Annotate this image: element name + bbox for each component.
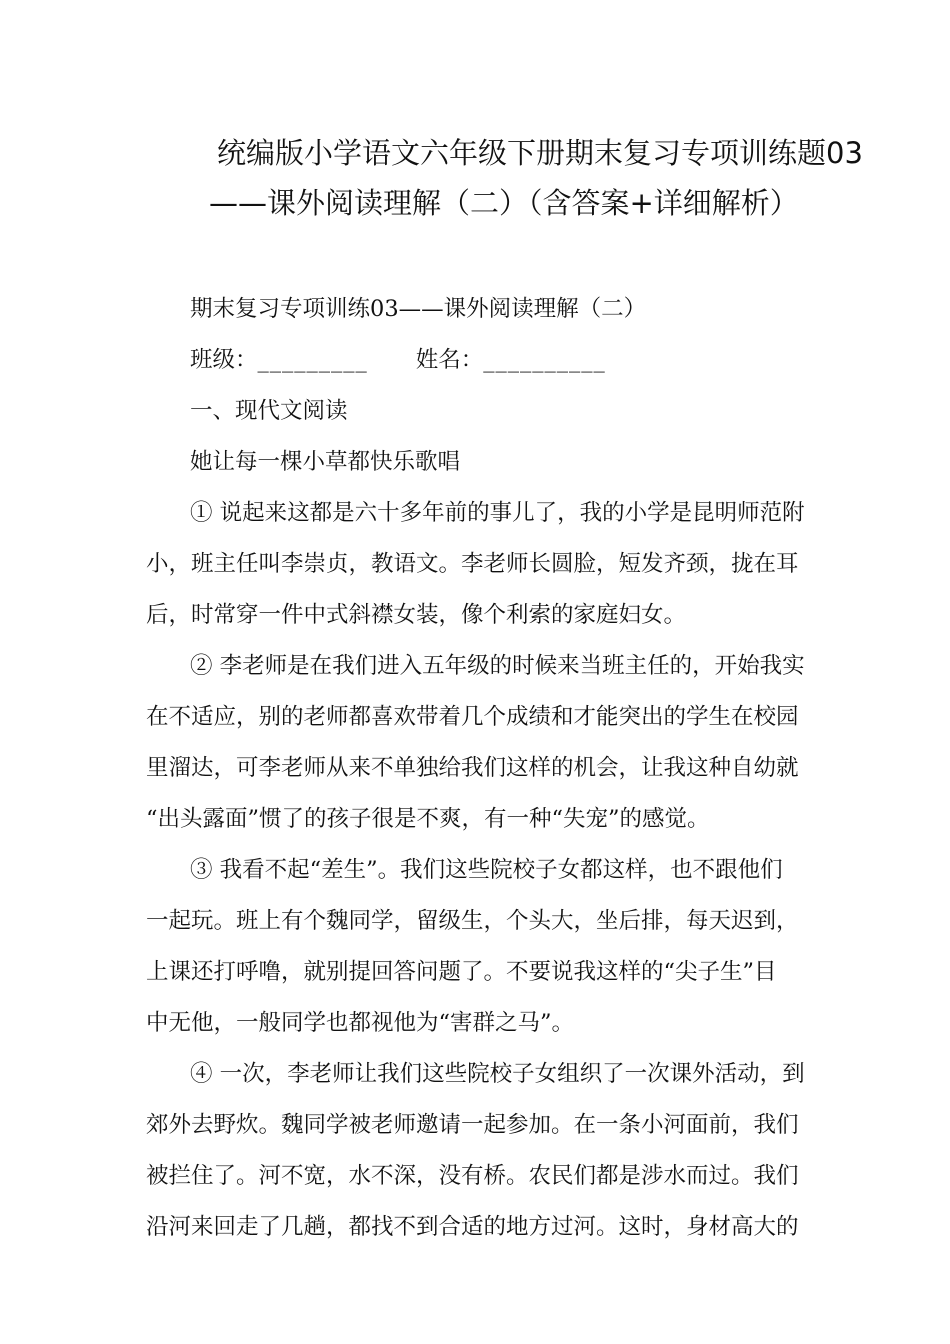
paragraph-line: 一起玩。班上有个魏同学，留级生，个头大，坐后排，每天迟到，: [146, 908, 799, 934]
paragraph-line: 上课还打呼噜，就别提回答问题了。不要说我这样的“尖子生”目: [146, 959, 777, 985]
paragraph-line: “出头露面”惯了的孩子很是不爽，有一种“失宠”的感觉。: [146, 806, 710, 832]
paragraph-line: ② 李老师是在我们进入五年级的时候来当班主任的，开始我实: [190, 653, 805, 679]
paragraph-line: 中无他，一般同学也都视他为“害群之马”。: [146, 1010, 575, 1036]
document-title-line-1: 统编版小学语文六年级下册期末复习专项训练题03: [217, 136, 863, 170]
paragraph-4: [146, 1049, 808, 1253]
paragraph-line: ③ 我看不起“差生”。我们这些院校子女都这样，也不跟他们: [190, 857, 783, 883]
paragraph-line: 沿河来回走了几趟，都找不到合适的地方过河。这时，身材高大的: [146, 1214, 799, 1240]
article-title: 她让每一棵小草都快乐歌唱: [190, 449, 461, 475]
paragraph-line: ④ 一次，李老师让我们这些院校子女组织了一次课外活动，到: [190, 1061, 805, 1087]
section-heading: 一、现代文阅读: [190, 398, 348, 424]
paragraph-line: 小，班主任叫李崇贞，教语文。李老师长圆脸，短发齐颈，拢在耳: [146, 551, 799, 577]
class-blank: _________: [257, 347, 368, 373]
document-body: [146, 284, 808, 1253]
paragraph-2: [146, 641, 808, 845]
paragraph-line: 郊外去野炊。魏同学被老师邀请一起参加。在一条小河面前，我们: [146, 1112, 799, 1138]
paragraph-line: 后，时常穿一件中式斜襟女装，像个利索的家庭妇女。: [146, 602, 687, 628]
student-info-row: [146, 335, 808, 386]
exercise-subtitle: 期末复习专项训练03——课外阅读理解（二）: [190, 296, 647, 322]
name-blank: __________: [483, 347, 606, 373]
paragraph-3: [146, 845, 808, 1049]
class-label: 班级：: [190, 347, 258, 373]
paragraph-line: 被拦住了。河不宽，水不深，没有桥。农民们都是涉水而过。我们: [146, 1163, 799, 1189]
paragraph-line: 在不适应，别的老师都喜欢带着几个成绩和才能突出的学生在校园: [146, 704, 799, 730]
document-title-line-2: ——课外阅读理解（二）（含答案+详细解析）: [209, 186, 799, 220]
paragraph-line: ① 说起来这都是六十多年前的事儿了，我的小学是昆明师范附: [190, 500, 805, 526]
paragraph-1: [146, 488, 808, 641]
paragraph-line: 里溜达，可李老师从来不单独给我们这样的机会，让我这种自幼就: [146, 755, 799, 781]
name-label: 姓名：: [415, 347, 484, 373]
